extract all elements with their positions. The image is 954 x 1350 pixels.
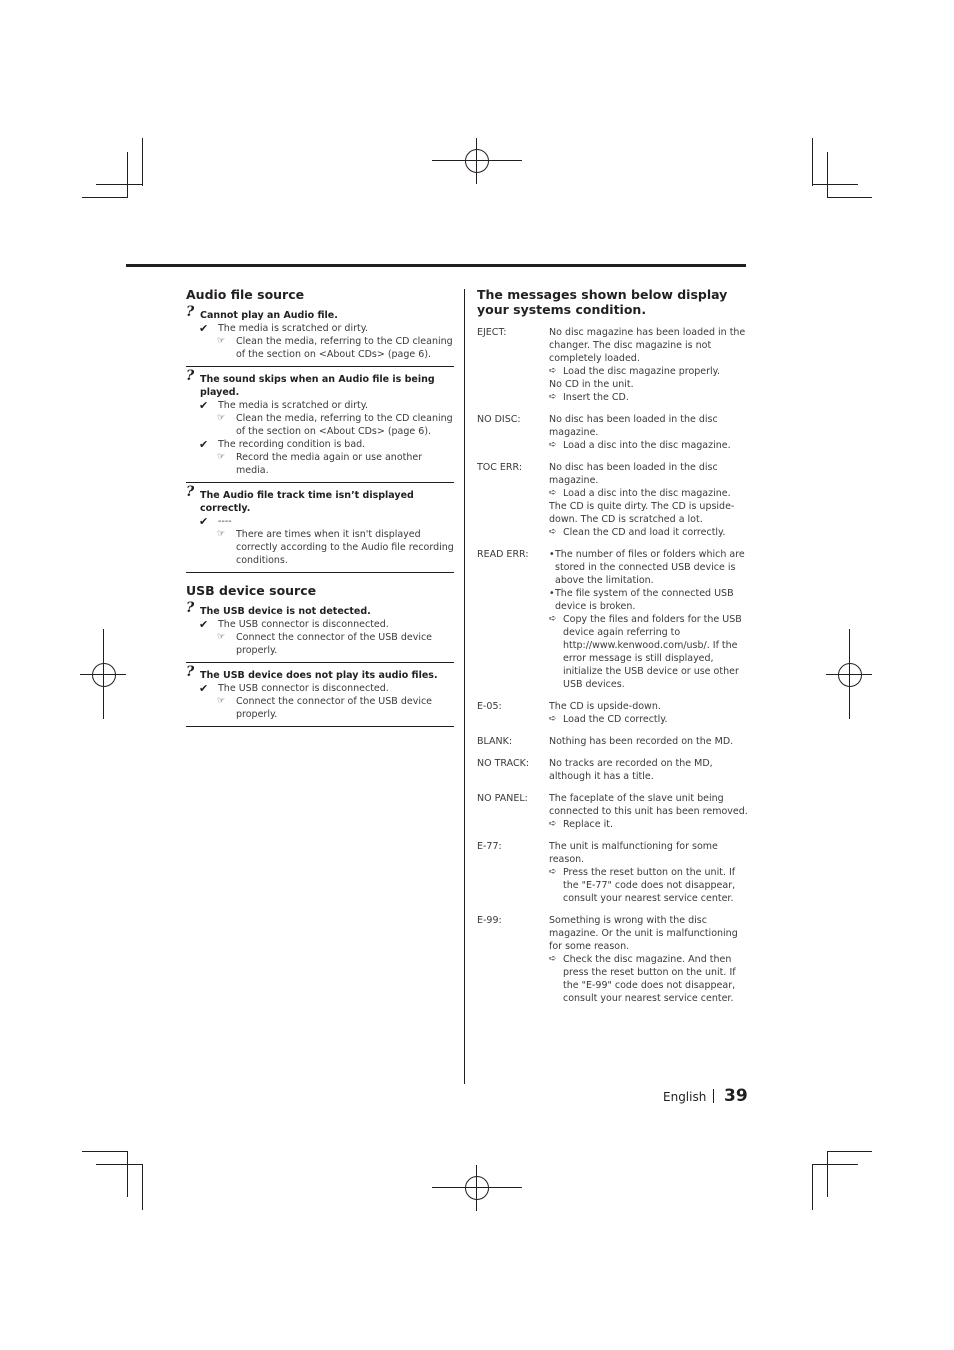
message-row bbox=[477, 735, 749, 748]
bullet-icon: • bbox=[549, 549, 555, 560]
arrow-icon: ➪ bbox=[549, 614, 557, 624]
pointing-hand-icon: ☞ bbox=[217, 632, 226, 642]
cause-row bbox=[186, 682, 454, 695]
fix-text: Check the disc magazine. And then press the reset button on the unit. If the "E-99" code does not disappear, consult your nearest service center. bbox=[563, 954, 736, 1004]
messages-title: The messages shown below display your systems condition. bbox=[477, 287, 728, 317]
cause-text: The USB connector is disconnected. bbox=[218, 683, 389, 694]
usb-section-title: USB device source bbox=[186, 583, 317, 598]
arrow-icon: ➪ bbox=[549, 488, 557, 498]
bullet-text: The file system of the connected USB device is broken. bbox=[555, 588, 734, 612]
problem-text: The USB device is not detected. bbox=[200, 606, 371, 617]
check-icon: ✔ bbox=[199, 322, 209, 335]
message-description bbox=[549, 757, 749, 783]
cause-row bbox=[186, 515, 454, 528]
message-fix bbox=[549, 713, 749, 726]
message-description bbox=[549, 735, 749, 748]
cause-text: The media is scratched or dirty. bbox=[218, 400, 368, 411]
message-description bbox=[549, 413, 749, 452]
message-bullet bbox=[549, 587, 749, 613]
remedy-text: Record the media again or use another media. bbox=[236, 452, 423, 476]
bullet-icon: • bbox=[549, 588, 555, 599]
arrow-icon: ➪ bbox=[549, 867, 557, 877]
message-fix bbox=[549, 866, 749, 905]
messages-column bbox=[477, 287, 749, 1014]
question-icon: ? bbox=[186, 664, 195, 680]
check-icon: ✔ bbox=[199, 515, 209, 528]
remedy-text: Clean the media, referring to the CD cleaning of the section on <About CDs> (page 6). bbox=[236, 413, 453, 437]
message-text: Nothing has been recorded on the MD. bbox=[549, 736, 734, 747]
problem-row bbox=[186, 600, 454, 618]
messages-list bbox=[477, 326, 749, 1005]
message-code: TOC ERR: bbox=[477, 462, 523, 473]
usb-entries bbox=[186, 599, 454, 727]
message-row bbox=[477, 914, 749, 1005]
pointing-hand-icon: ☞ bbox=[217, 413, 226, 423]
message-code: NO DISC: bbox=[477, 414, 521, 425]
message-row bbox=[477, 326, 749, 404]
message-code: NO PANEL: bbox=[477, 793, 528, 804]
fix-text: Press the reset button on the unit. If the "E-77" code does not disappear, consult your nearest service center. bbox=[563, 867, 736, 904]
fix-text: Clean the CD and load it correctly. bbox=[563, 527, 726, 538]
message-text: No CD in the unit. bbox=[549, 379, 634, 390]
check-icon: ✔ bbox=[199, 682, 209, 695]
fix-text: Load a disc into the disc magazine. bbox=[563, 488, 731, 499]
message-fix bbox=[549, 365, 749, 378]
message-description bbox=[549, 914, 749, 1005]
trouble-entry bbox=[186, 663, 454, 727]
arrow-icon: ➪ bbox=[549, 392, 557, 402]
fix-text: Load a disc into the disc magazine. bbox=[563, 440, 731, 451]
message-description bbox=[549, 548, 749, 691]
audio-entries bbox=[186, 303, 454, 573]
message-row bbox=[477, 548, 749, 691]
message-text: Something is wrong with the disc magazine. Or the unit is malfunctioning for some reason. bbox=[549, 915, 738, 952]
problem-row bbox=[186, 484, 454, 515]
message-row bbox=[477, 700, 749, 726]
message-text: The CD is quite dirty. The CD is upside-down. The CD is scratched a lot. bbox=[549, 501, 735, 525]
message-row bbox=[477, 461, 749, 539]
check-icon: ✔ bbox=[199, 618, 209, 631]
audio-section-title: Audio file source bbox=[186, 287, 305, 302]
message-code: E-05: bbox=[477, 701, 502, 712]
cause-row bbox=[186, 322, 454, 335]
message-row bbox=[477, 792, 749, 831]
message-row bbox=[477, 757, 749, 783]
problem-text: The USB device does not play its audio files. bbox=[200, 670, 438, 681]
arrow-icon: ➪ bbox=[549, 714, 557, 724]
remedy-row bbox=[186, 451, 454, 477]
message-text: The faceplate of the slave unit being connected to this unit has been removed. bbox=[549, 793, 748, 817]
cause-text: The USB connector is disconnected. bbox=[218, 619, 389, 630]
problem-text: Cannot play an Audio file. bbox=[200, 310, 338, 321]
arrow-icon: ➪ bbox=[549, 440, 557, 450]
message-fix bbox=[549, 391, 749, 404]
cause-text: The media is scratched or dirty. bbox=[218, 323, 368, 334]
problem-row bbox=[186, 664, 454, 682]
arrow-icon: ➪ bbox=[549, 366, 557, 376]
arrow-icon: ➪ bbox=[549, 819, 557, 829]
check-icon: ✔ bbox=[199, 438, 209, 451]
problem-text: The Audio file track time isn’t displayed correctly. bbox=[200, 490, 414, 514]
remedy-text: There are times when it isn't displayed correctly according to the Audio file recording conditions. bbox=[236, 529, 454, 566]
remedy-row bbox=[186, 631, 454, 657]
pointing-hand-icon: ☞ bbox=[217, 529, 226, 539]
cause-text: The recording condition is bad. bbox=[218, 439, 366, 450]
fix-text: Copy the files and folders for the USB device again referring to http://www.kenwood.com/usb/. If the error message is still displayed, initialize the USB device or use other USB devices. bbox=[563, 614, 742, 690]
message-text: No disc magazine has been loaded in the changer. The disc magazine is not completely loaded. bbox=[549, 327, 746, 364]
check-icon: ✔ bbox=[199, 399, 209, 412]
question-icon: ? bbox=[186, 304, 195, 320]
problem-row bbox=[186, 304, 454, 322]
message-fix bbox=[549, 439, 749, 452]
cause-text: ---- bbox=[218, 516, 232, 527]
message-description bbox=[549, 461, 749, 539]
message-row bbox=[477, 413, 749, 452]
message-row bbox=[477, 840, 749, 905]
remedy-row bbox=[186, 412, 454, 438]
message-code: NO TRACK: bbox=[477, 758, 530, 769]
page-number: 39 bbox=[724, 1086, 748, 1106]
footer-separator bbox=[713, 1089, 714, 1103]
message-fix bbox=[549, 526, 749, 539]
trouble-entry bbox=[186, 599, 454, 663]
arrow-icon: ➪ bbox=[549, 954, 557, 964]
message-description bbox=[549, 326, 749, 404]
troubleshooting-column bbox=[186, 287, 454, 727]
message-code: BLANK: bbox=[477, 736, 513, 747]
cause-row bbox=[186, 618, 454, 631]
message-description bbox=[549, 840, 749, 905]
cause-row bbox=[186, 399, 454, 412]
message-bullet bbox=[549, 548, 749, 587]
remedy-text: Connect the connector of the USB device properly. bbox=[236, 696, 433, 720]
remedy-row bbox=[186, 528, 454, 567]
remedy-text: Clean the media, referring to the CD cleaning of the section on <About CDs> (page 6). bbox=[236, 336, 453, 360]
message-description bbox=[549, 792, 749, 831]
question-icon: ? bbox=[186, 600, 195, 616]
problem-row bbox=[186, 368, 454, 399]
message-code: READ ERR: bbox=[477, 549, 529, 560]
footer-language: English bbox=[663, 1090, 707, 1104]
message-fix bbox=[549, 953, 749, 1005]
message-text: No tracks are recorded on the MD, although it has a title. bbox=[549, 758, 713, 782]
question-icon: ? bbox=[186, 484, 195, 500]
cause-row bbox=[186, 438, 454, 451]
message-fix bbox=[549, 818, 749, 831]
message-text: No disc has been loaded in the disc magazine. bbox=[549, 414, 718, 438]
trouble-entry bbox=[186, 483, 454, 573]
question-icon: ? bbox=[186, 368, 195, 384]
pointing-hand-icon: ☞ bbox=[217, 336, 226, 346]
message-description bbox=[549, 700, 749, 726]
message-fix bbox=[549, 487, 749, 500]
problem-text: The sound skips when an Audio file is being played. bbox=[200, 374, 435, 398]
fix-text: Load the disc magazine properly. bbox=[563, 366, 720, 377]
fix-text: Replace it. bbox=[563, 819, 613, 830]
message-text: No disc has been loaded in the disc magazine. bbox=[549, 462, 718, 486]
trouble-entry bbox=[186, 367, 454, 483]
pointing-hand-icon: ☞ bbox=[217, 696, 226, 706]
arrow-icon: ➪ bbox=[549, 527, 557, 537]
remedy-row bbox=[186, 695, 454, 721]
message-fix bbox=[549, 613, 749, 691]
fix-text: Insert the CD. bbox=[563, 392, 629, 403]
column-divider bbox=[464, 289, 465, 1084]
remedy-text: Connect the connector of the USB device properly. bbox=[236, 632, 433, 656]
header-rule bbox=[126, 264, 746, 267]
message-code: E-77: bbox=[477, 841, 502, 852]
message-code: E-99: bbox=[477, 915, 502, 926]
fix-text: Load the CD correctly. bbox=[563, 714, 668, 725]
message-text: The CD is upside-down. bbox=[549, 701, 661, 712]
trouble-entry bbox=[186, 303, 454, 367]
message-text: The unit is malfunctioning for some reason. bbox=[549, 841, 718, 865]
message-code: EJECT: bbox=[477, 327, 507, 338]
pointing-hand-icon: ☞ bbox=[217, 452, 226, 462]
bullet-text: The number of files or folders which are stored in the connected USB device is above the limitation. bbox=[555, 549, 745, 586]
remedy-row bbox=[186, 335, 454, 361]
